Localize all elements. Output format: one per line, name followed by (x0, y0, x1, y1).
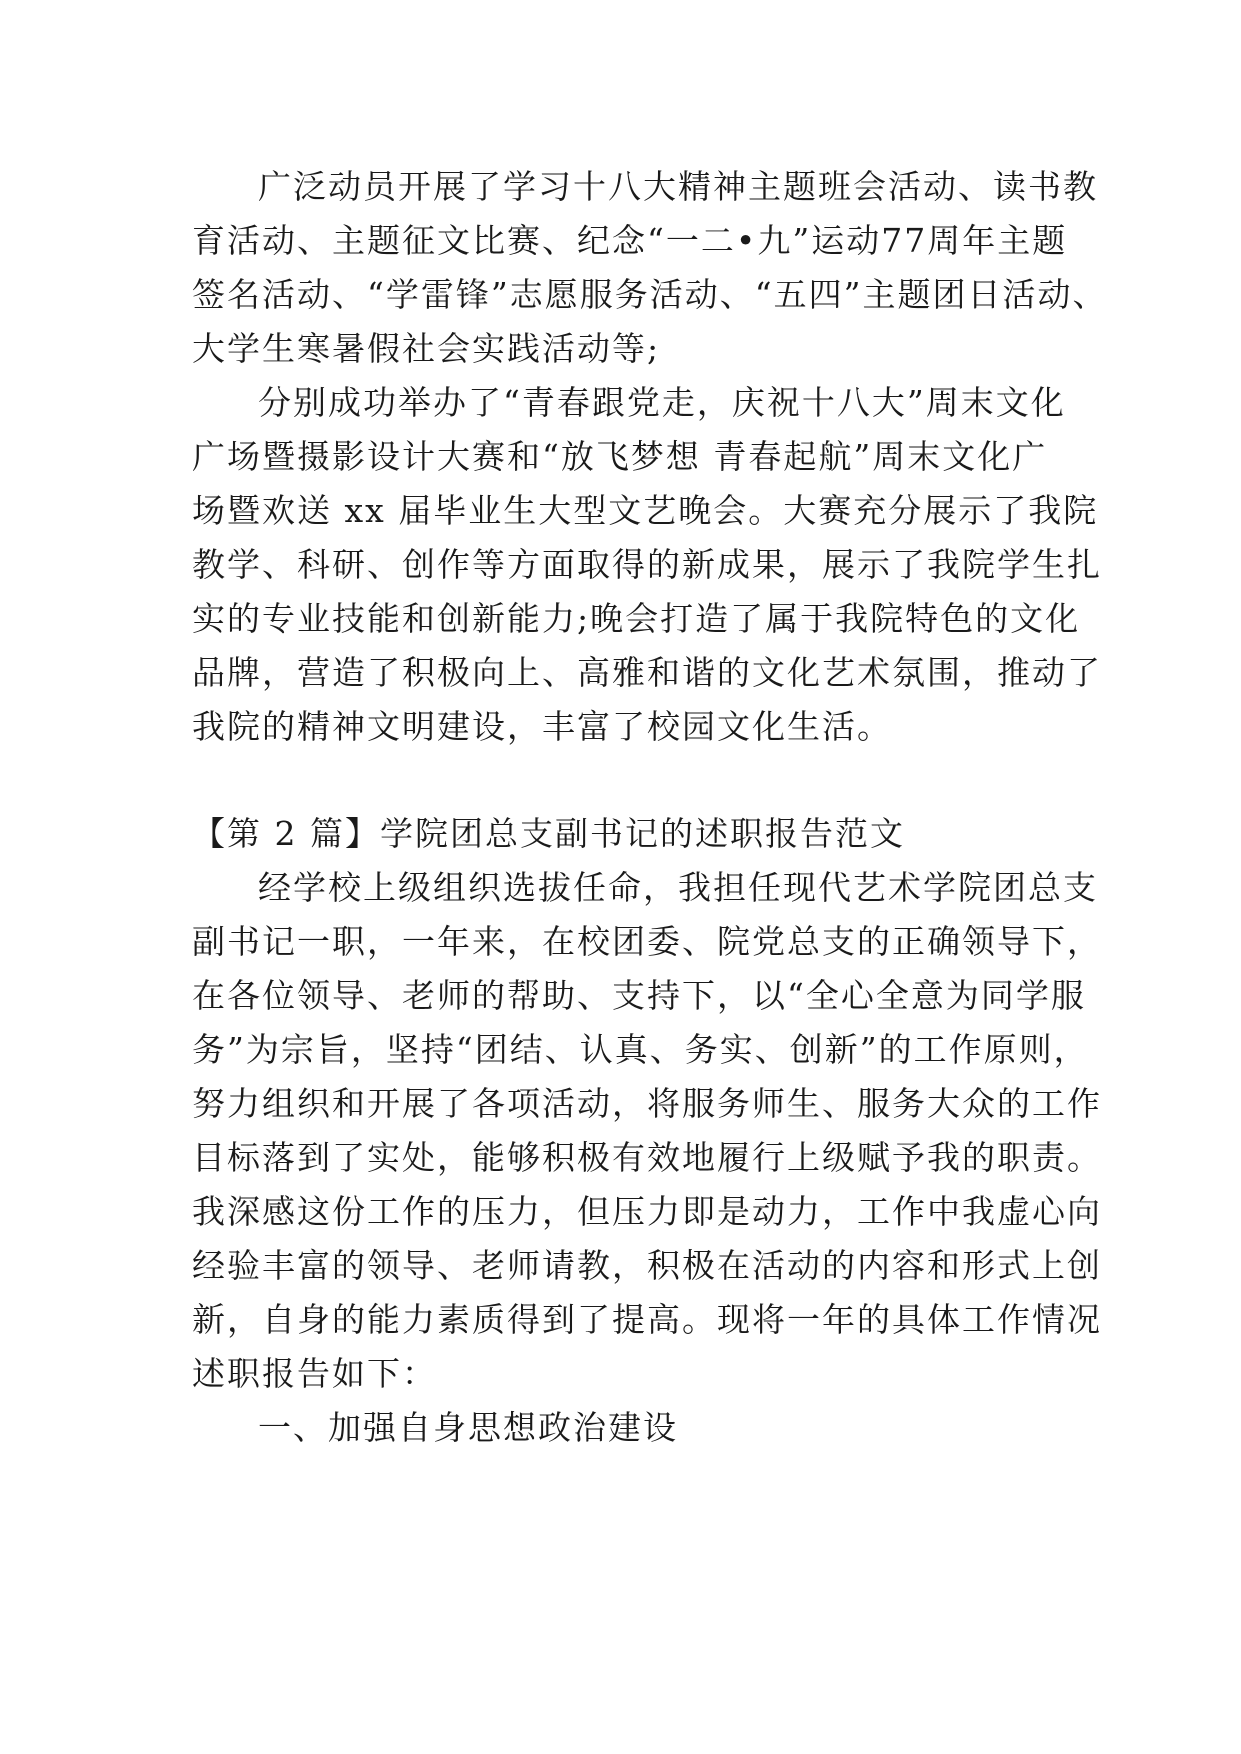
text-line: 新，自身的能力素质得到了提高。现将一年的具体工作情况 (192, 1300, 1102, 1339)
subheading: 一、加强自身思想政治建设 (258, 1408, 678, 1447)
text-line: 经学校上级组织选拔任命，我担任现代艺术学院团总支 (258, 868, 1098, 907)
text-line: 教学、科研、创作等方面取得的新成果，展示了我院学生扎 (192, 545, 1102, 584)
text-line: 我深感这份工作的压力，但压力即是动力，工作中我虚心向 (192, 1192, 1102, 1231)
text-line: 签名活动、“学雷锋”志愿服务活动、“五四”主题团日活动、 (192, 275, 1108, 314)
text-line: 广场暨摄影设计大赛和“放飞梦想 青春起航”周末文化广 (192, 437, 1048, 476)
text-line: 我院的精神文明建设，丰富了校园文化生活。 (192, 707, 892, 746)
text-line: 述职报告如下： (192, 1354, 437, 1393)
text-line: 场暨欢送 xx 届毕业生大型文艺晚会。大赛充分展示了我院 (192, 491, 1099, 530)
paragraph-activities (192, 160, 1108, 376)
section-heading: 【第 2 篇】学院团总支副书记的述职报告范文 (192, 814, 905, 853)
text-line: 品牌，营造了积极向上、高雅和谐的文化艺术氛围，推动了 (192, 653, 1102, 692)
text-line: 务”为宗旨，坚持“团结、认真、务实、创新”的工作原则， (192, 1030, 1089, 1069)
paragraph-events (192, 376, 1102, 754)
section-gap (192, 754, 1052, 807)
text-line: 实的专业技能和创新能力;晚会打造了属于我院特色的文化 (192, 599, 1081, 638)
document-body (192, 160, 1108, 1455)
text-line: 广泛动员开展了学习十八大精神主题班会活动、读书教 (258, 167, 1098, 206)
text-line: 努力组织和开展了各项活动，将服务师生、服务大众的工作 (192, 1084, 1102, 1123)
text-line: 经验丰富的领导、老师请教，积极在活动的内容和形式上创 (192, 1246, 1102, 1285)
text-line: 大学生寒暑假社会实践活动等; (192, 329, 661, 368)
text-line: 副书记一职，一年来，在校团委、院党总支的正确领导下， (192, 922, 1102, 961)
text-line: 目标落到了实处，能够积极有效地履行上级赋予我的职责。 (192, 1138, 1102, 1177)
text-line: 分别成功举办了“青春跟党走，庆祝十八大”周末文化 (258, 383, 1066, 422)
paragraph-report-intro (192, 861, 1102, 1401)
text-line: 在各位领导、老师的帮助、支持下，以“全心全意为同学服 (192, 976, 1086, 1015)
text-line: 育活动、主题征文比赛、纪念“一二•九”运动77周年主题 (192, 221, 1068, 260)
